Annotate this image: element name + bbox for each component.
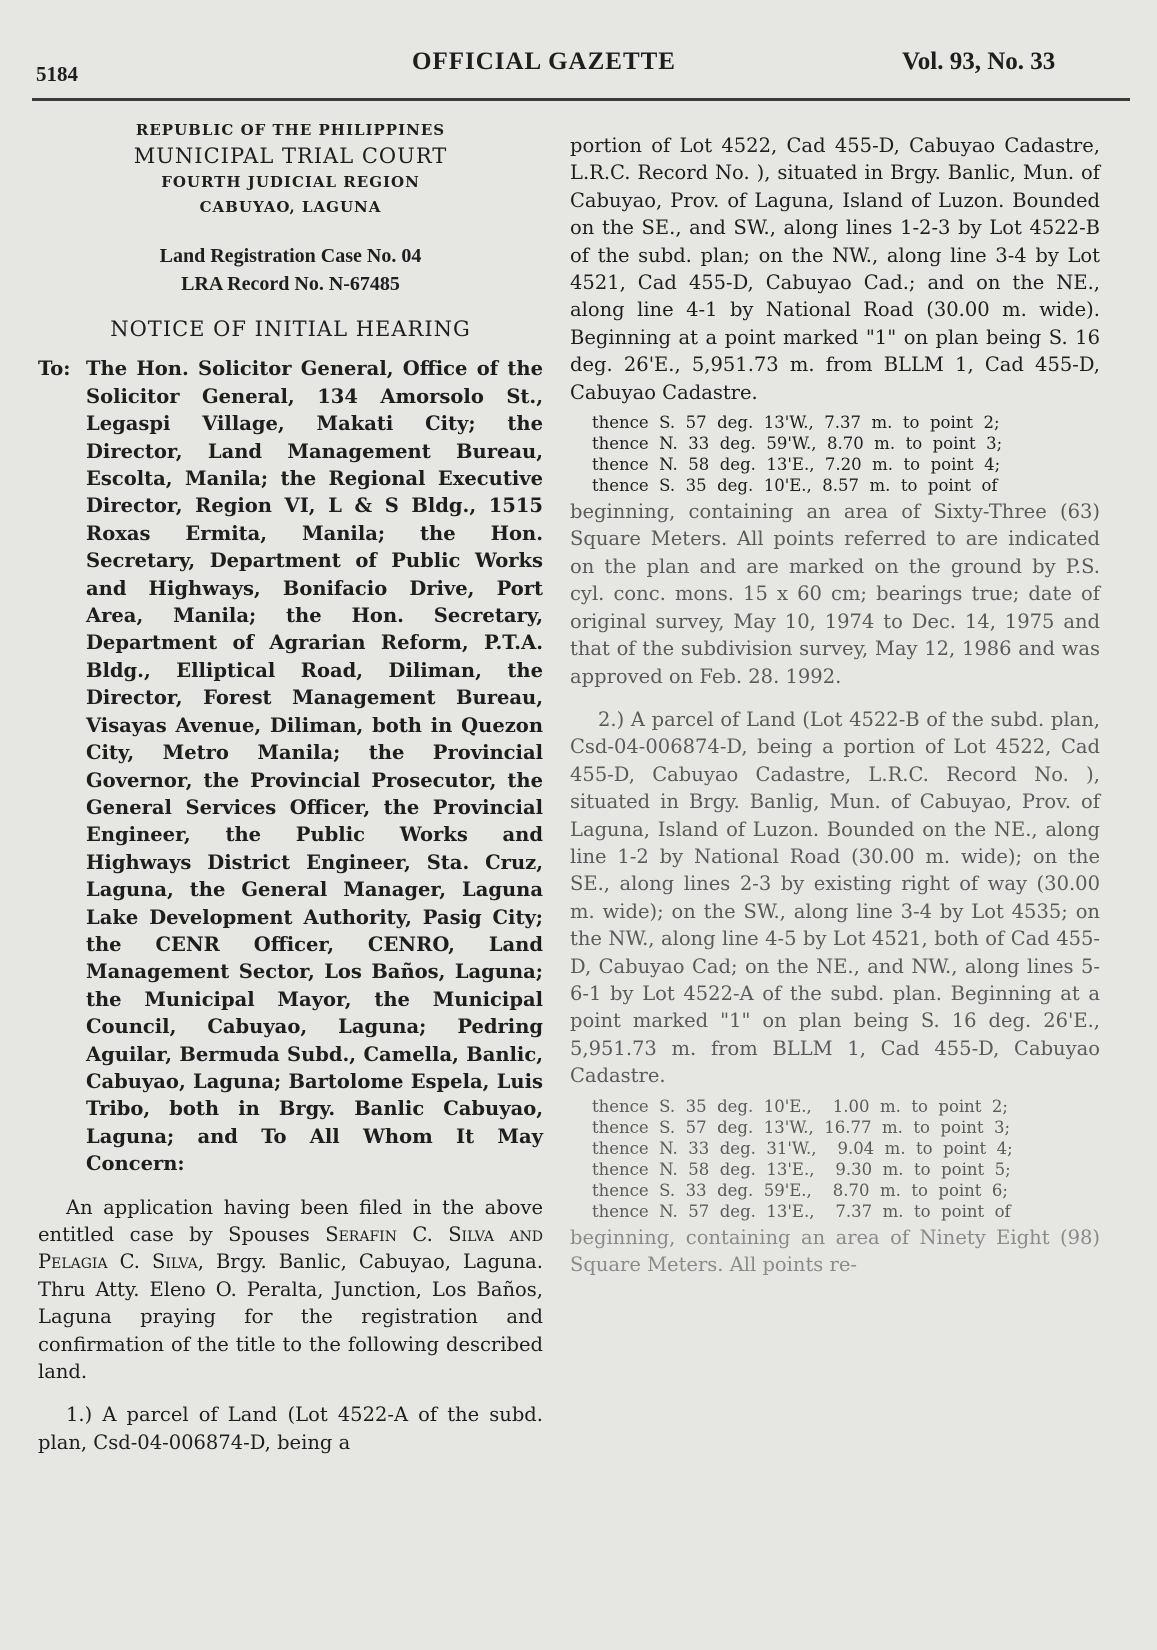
- to-label: To:: [38, 357, 71, 381]
- course-line: thence N. 58 deg. 13'E., 9.30 m. to point 5;: [592, 1159, 1011, 1179]
- application-paragraph: An application having been filed in the above entitled case by Spouses Serafin C. Silva and Pelagia C. Silva, Brgy. Banlic, Cabuyao, Laguna. Thru Atty. Eleno O. Peralta, Junction, Los Baños, Laguna praying for the registration and confirmation of the title to the following described land.: [38, 1195, 544, 1384]
- addressee-block: [38, 355, 543, 1177]
- parcel-2-courses: [592, 1096, 1100, 1222]
- case-number: Land Registration Case No. 04: [159, 245, 422, 267]
- right-column: [570, 118, 1100, 1278]
- course-line: thence S. 57 deg. 13'W., 16.77 m. to point 3;: [592, 1117, 1011, 1137]
- parcel-1-intro: 1.) A parcel of Land (Lot 4522-A of the subd. plan, Csd-04-006874-D, being a: [38, 1403, 543, 1454]
- course-line: thence S. 35 deg. 10'E., 8.57 m. to point of: [592, 476, 998, 496]
- parcel-2-closing: beginning, containing an area of Ninety Eight (98) Square Meters. All points re-: [570, 1225, 1100, 1276]
- addressee-list: The Hon. Solicitor General, Office of the Solicitor General, 134 Amorsolo St., Legaspi Village, Makati City; the Director, Land Management Bureau, Escolta, Manila; the Regional Executive Director, Region VI, L & S Bldg., 1515 Roxas Ermita, Manila; the Hon. Secretary, Department of Public Works and Highways, Bonifacio Drive, Port Area, Manila; the Hon. Secretary, Department of Agrarian Reform, P.T.A. Bldg., Elliptical Road, Diliman, the Director, Forest Management Bureau, Visayas Avenue, Diliman, both in Quezon City, Metro Manila; the Provincial Governor, the Provincial Prosecutor, the General Services Officer, the Provincial Engineer, the Public Works and Highways District Engineer, Sta. Cruz, Laguna, the General Manager, Laguna Lake Development Authority, Pasig City; the CENR Officer, CENRO, Land Management Sector, Los Baños, Laguna; the Municipal Mayor, the Municipal Council, Cabuyao, Laguna; Pedring Aguilar, Bermuda Subd., Camella, Banlic, Cabuyao, Laguna; Bartolome Espela, Luis Tribo, both in Brgy. Banlic Cabuyao, Laguna; and To All Whom It May Concern:: [86, 357, 543, 1176]
- course-line: thence N. 57 deg. 13'E., 7.37 m. to point of: [592, 1201, 1011, 1221]
- caption-location: CABUYAO, LAGUNA: [199, 198, 382, 216]
- course-line: thence S. 33 deg. 59'E., 8.70 m. to point 6;: [592, 1180, 1008, 1200]
- left-column: [38, 118, 543, 1456]
- caption-region: FOURTH JUDICIAL REGION: [161, 173, 420, 191]
- course-line: thence N. 33 deg. 59'W., 8.70 m. to point 3;: [592, 434, 1003, 454]
- caption-court: MUNICIPAL TRIAL COURT: [133, 144, 448, 168]
- applicant-name-2: Pelagia C. Silva: [38, 1250, 198, 1274]
- publication-title: OFFICIAL GAZETTE: [412, 48, 676, 75]
- lra-record-number: LRA Record No. N-67485: [181, 273, 400, 295]
- header-rule: [32, 98, 1130, 101]
- course-line: thence S. 35 deg. 10'E., 1.00 m. to point 2;: [592, 1096, 1008, 1116]
- notice-title: NOTICE OF INITIAL HEARING: [110, 317, 471, 341]
- page-number: 5184: [36, 62, 78, 86]
- parcel-1-courses: [592, 412, 1100, 496]
- course-line: thence N. 33 deg. 31'W., 9.04 m. to point 4;: [592, 1138, 1013, 1158]
- caption-republic: REPUBLIC OF THE PHILIPPINES: [135, 121, 446, 139]
- case-identifiers: [38, 242, 543, 298]
- parcel-1-description: portion of Lot 4522, Cad 455-D, Cabuyao Cadastre, L.R.C. Record No. ), situated in Brgy. Banlic, Mun. of Cabuyao, Prov. of Laguna, Island of Luzon. Bounded on the SE., and SW., along lines 1-2-3 by Lot 4522-B of the subd. plan; on the NW., along line 3-4 by Lot 4521, Cad 455-D, Cabuyao Cad.; and on the NE., along line 4-1 by National Road (30.00 m. wide). Beginning at a point marked "1" on plan being S. 16 deg. 26'E., 5,951.73 m. from BLLM 1, Cad 455-D, Cabuyao Cadastre.: [570, 134, 1100, 404]
- applicant-name-1: Serafin C. Silva: [325, 1223, 494, 1246]
- court-caption: [38, 118, 543, 220]
- course-line: thence N. 58 deg. 13'E., 7.20 m. to point 4;: [592, 455, 1001, 475]
- course-line: thence S. 57 deg. 13'W., 7.37 m. to point 2;: [592, 413, 1000, 433]
- parcel-2-description: 2.) A parcel of Land (Lot 4522-B of the subd. plan, Csd-04-006874-D, being a portion of Lot 4522, Cad 455-D, Cabuyao Cadastre, L.R.C. Record No. ), situated in Brgy. Banlig, Mun. of Cabuyao, Prov. of Laguna, Island of Luzon. Bounded on the NE., along line 1-2 by National Road (30.00 m. wide); on the SE., along lines 2-3 by existing right of way (30.00 m. wide); on the SW., along line 3-4 by Lot 4535; on the NW., along line 4-5 by Lot 4521, both of Cad 455-D, Cabuyao Cad; on the NE., and NW., along lines 5-6-1 by Lot 4522-A of the subd. plan. Beginning at a point marked "1" on plan being S. 16 deg. 26'E., 5,951.73 m. from BLLM 1, Cad 455-D, Cabuyao Cadastre.: [570, 707, 1100, 1088]
- parcel-1-closing: beginning, containing an area of Sixty-Three (63) Square Meters. All points referred to are indicated on the plan and are marked on the ground by P.S. cyl. conc. mons. 15 x 60 cm; bearings true; date of original survey, May 10, 1974 to Dec. 14, 1975 and that of the subdivision survey, May 12, 1986 and was approved on Feb. 28. 1992.: [570, 500, 1100, 688]
- volume-issue: Vol. 93, No. 33: [902, 48, 1056, 75]
